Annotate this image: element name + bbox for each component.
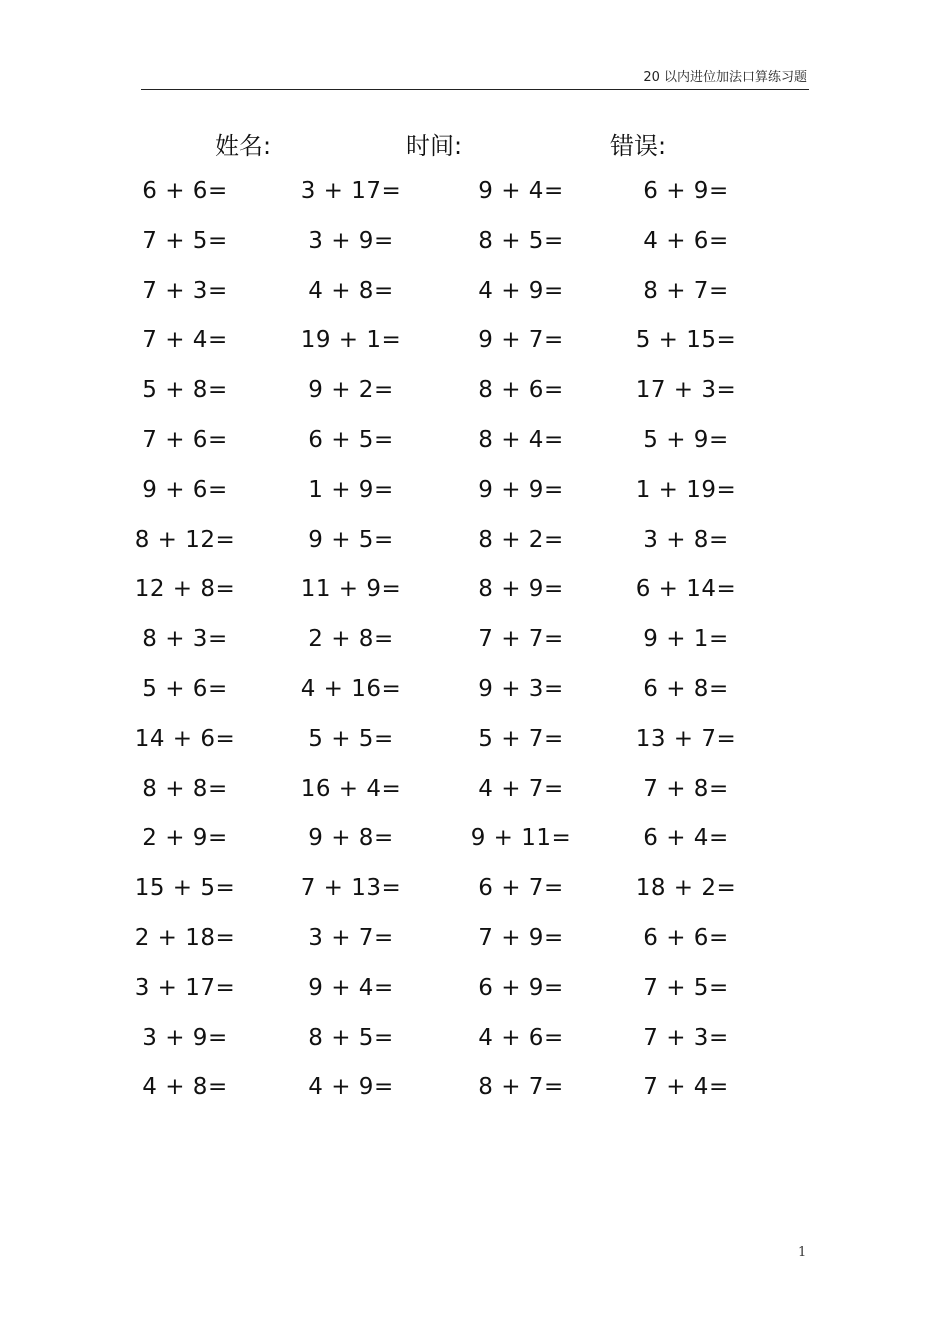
problem-r10-c4: 9 + 1= xyxy=(643,626,729,653)
problem-r11-c4: 6 + 8= xyxy=(643,676,729,702)
problem-r2-c4: 4 + 6= xyxy=(643,227,729,254)
problem-r14-c1: 2 + 9= xyxy=(142,825,228,852)
problem-r4-c2: 19 + 1= xyxy=(300,327,402,354)
problem-r3-c3: 4 + 9= xyxy=(478,277,564,304)
problem-r18-c2: 8 + 5= xyxy=(308,1024,394,1051)
problem-r3-c1: 7 + 3= xyxy=(142,277,228,304)
problem-r3-c2: 4 + 8= xyxy=(308,277,394,304)
name-label: 姓名: xyxy=(215,132,272,160)
problem-r7-c4: 1 + 19= xyxy=(635,476,737,503)
problem-r16-c3: 7 + 9= xyxy=(478,925,564,951)
problem-r1-c2: 3 + 17= xyxy=(300,178,402,204)
problem-r12-c3: 5 + 7= xyxy=(478,725,564,752)
problem-r5-c2: 9 + 2= xyxy=(308,377,394,404)
problem-r9-c1: 12 + 8= xyxy=(134,576,236,603)
problem-r17-c3: 6 + 9= xyxy=(478,974,564,1001)
problem-r15-c3: 6 + 7= xyxy=(478,875,564,902)
problem-r16-c2: 3 + 7= xyxy=(308,925,394,951)
problem-r16-c1: 2 + 18= xyxy=(134,925,236,951)
problem-r6-c1: 7 + 6= xyxy=(142,427,228,453)
problem-r13-c4: 7 + 8= xyxy=(643,775,729,802)
problem-r14-c3: 9 + 11= xyxy=(470,825,572,852)
problem-r1-c1: 6 + 6= xyxy=(142,178,228,204)
problem-r9-c2: 11 + 9= xyxy=(300,576,402,603)
problem-r2-c3: 8 + 5= xyxy=(478,227,564,254)
problem-r7-c3: 9 + 9= xyxy=(478,476,564,503)
problem-r8-c2: 9 + 5= xyxy=(308,526,394,553)
page-header-title: 20 以内进位加法口算练习题 xyxy=(643,70,807,85)
problem-r19-c2: 4 + 9= xyxy=(308,1074,394,1101)
problem-r15-c2: 7 + 13= xyxy=(300,875,402,902)
problem-r15-c4: 18 + 2= xyxy=(635,875,737,902)
problem-r4-c4: 5 + 15= xyxy=(635,327,737,354)
problem-r11-c3: 9 + 3= xyxy=(478,676,564,702)
problem-r4-c3: 9 + 7= xyxy=(478,327,564,354)
problem-r10-c1: 8 + 3= xyxy=(142,626,228,653)
problem-r14-c4: 6 + 4= xyxy=(643,825,729,852)
header-rule xyxy=(141,89,809,90)
problem-r18-c3: 4 + 6= xyxy=(478,1024,564,1051)
problem-r11-c2: 4 + 16= xyxy=(300,676,402,702)
problem-r12-c1: 14 + 6= xyxy=(134,725,236,752)
problem-r13-c2: 16 + 4= xyxy=(300,775,402,802)
problem-r13-c1: 8 + 8= xyxy=(142,775,228,802)
problem-r12-c4: 13 + 7= xyxy=(635,725,737,752)
problem-r5-c1: 5 + 8= xyxy=(142,377,228,404)
problem-r13-c3: 4 + 7= xyxy=(478,775,564,802)
problem-r6-c2: 6 + 5= xyxy=(308,427,394,453)
page-number: 1 xyxy=(798,1245,807,1260)
problem-r19-c4: 7 + 4= xyxy=(643,1074,729,1101)
problem-r1-c3: 9 + 4= xyxy=(478,178,564,204)
problem-r9-c4: 6 + 14= xyxy=(635,576,737,603)
problem-r19-c1: 4 + 8= xyxy=(142,1074,228,1101)
problem-r17-c4: 7 + 5= xyxy=(643,974,729,1001)
problem-r12-c2: 5 + 5= xyxy=(308,725,394,752)
problem-r10-c2: 2 + 8= xyxy=(308,626,394,653)
errors-label: 错误: xyxy=(610,132,667,160)
problem-r9-c3: 8 + 9= xyxy=(478,576,564,603)
problem-r19-c3: 8 + 7= xyxy=(478,1074,564,1101)
problem-r7-c2: 1 + 9= xyxy=(308,476,394,503)
problem-r17-c1: 3 + 17= xyxy=(134,974,236,1001)
problem-r7-c1: 9 + 6= xyxy=(142,476,228,503)
problem-r17-c2: 9 + 4= xyxy=(308,974,394,1001)
problem-r5-c4: 17 + 3= xyxy=(635,377,737,404)
problem-r5-c3: 8 + 6= xyxy=(478,377,564,404)
problem-r11-c1: 5 + 6= xyxy=(142,676,228,702)
problem-r2-c1: 7 + 5= xyxy=(142,227,228,254)
problem-r3-c4: 8 + 7= xyxy=(643,277,729,304)
problem-r18-c1: 3 + 9= xyxy=(142,1024,228,1051)
problem-r14-c2: 9 + 8= xyxy=(308,825,394,852)
time-label: 时间: xyxy=(406,132,463,160)
problem-r10-c3: 7 + 7= xyxy=(478,626,564,653)
problem-r18-c4: 7 + 3= xyxy=(643,1024,729,1051)
problem-r16-c4: 6 + 6= xyxy=(643,925,729,951)
problem-r2-c2: 3 + 9= xyxy=(308,227,394,254)
problem-r1-c4: 6 + 9= xyxy=(643,178,729,204)
problem-r15-c1: 15 + 5= xyxy=(134,875,236,902)
problem-r6-c3: 8 + 4= xyxy=(478,427,564,453)
problem-r8-c1: 8 + 12= xyxy=(134,526,236,553)
problem-r8-c3: 8 + 2= xyxy=(478,526,564,553)
problem-r8-c4: 3 + 8= xyxy=(643,526,729,553)
problem-r6-c4: 5 + 9= xyxy=(643,427,729,453)
problem-r4-c1: 7 + 4= xyxy=(142,327,228,354)
